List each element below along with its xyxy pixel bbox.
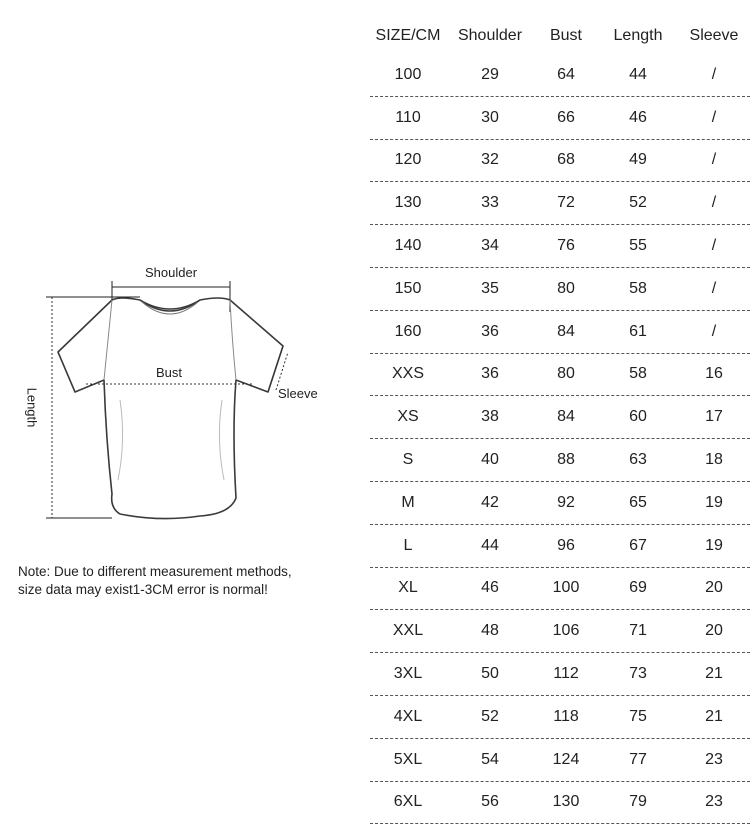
note-line-2: size data may exist1-3CM error is normal! — [18, 582, 268, 597]
table-cell: / — [711, 322, 717, 340]
table-cell: 61 — [629, 322, 647, 340]
table-cell: 80 — [557, 365, 575, 383]
table-cell: 33 — [481, 194, 499, 212]
table-cell: 3XL — [393, 665, 423, 683]
header-sleeve: Sleeve — [689, 27, 739, 44]
table-row — [370, 225, 750, 268]
table-cell: 66 — [557, 108, 575, 126]
table-cell: / — [711, 65, 717, 83]
table-row — [370, 568, 750, 611]
table-cell: 46 — [481, 579, 499, 597]
table-row — [370, 610, 750, 653]
table-cell: 106 — [552, 622, 580, 640]
table-cell: / — [711, 194, 717, 212]
table-cell: 50 — [481, 665, 499, 683]
table-row — [370, 182, 750, 225]
table-cell: 5XL — [393, 750, 423, 768]
size-table — [370, 18, 750, 824]
table-cell: / — [711, 279, 717, 297]
table-cell: XS — [397, 408, 419, 426]
table-cell: 44 — [481, 536, 499, 554]
table-cell: XXL — [392, 622, 424, 640]
table-cell: XXS — [391, 365, 424, 383]
header-length: Length — [613, 27, 663, 44]
table-cell: 88 — [557, 451, 575, 469]
table-cell: / — [711, 237, 717, 255]
table-cell: 112 — [553, 665, 579, 683]
table-cell: 32 — [481, 151, 499, 169]
table-cell: 23 — [705, 793, 723, 811]
shoulder-label: Shoulder — [145, 265, 198, 280]
table-cell: 130 — [394, 194, 422, 212]
table-row — [370, 782, 750, 825]
table-row — [370, 482, 750, 525]
table-cell: 150 — [394, 279, 422, 297]
table-row — [370, 739, 750, 782]
table-cell: 65 — [629, 493, 647, 511]
table-row — [370, 354, 750, 397]
table-cell: 46 — [629, 108, 647, 126]
table-cell: 49 — [629, 151, 647, 169]
table-cell: 48 — [481, 622, 499, 640]
table-cell: / — [711, 108, 717, 126]
table-cell: 79 — [629, 793, 647, 811]
tshirt-diagram — [0, 0, 340, 620]
table-cell: 67 — [629, 536, 647, 554]
table-cell: 92 — [557, 493, 575, 511]
table-cell: 18 — [705, 451, 723, 469]
table-cell: 52 — [481, 707, 499, 725]
table-cell: 76 — [557, 237, 575, 255]
table-row — [370, 439, 750, 482]
table-cell: 44 — [629, 65, 647, 83]
table-row — [370, 97, 750, 140]
table-cell: 52 — [629, 194, 647, 212]
table-cell: 16 — [705, 365, 723, 383]
table-cell: 69 — [629, 579, 647, 597]
table-cell: 58 — [629, 279, 647, 297]
table-row — [370, 54, 750, 97]
table-cell: 56 — [481, 793, 499, 811]
table-cell: 6XL — [393, 793, 423, 811]
table-cell: S — [402, 451, 414, 469]
table-cell: M — [401, 493, 415, 511]
table-row — [370, 268, 750, 311]
table-cell: 72 — [557, 194, 575, 212]
sleeve-label: Sleeve — [278, 386, 318, 401]
table-row — [370, 311, 750, 354]
table-cell: 100 — [552, 579, 580, 597]
note-line-1: Note: Due to different measurement methods, — [18, 564, 292, 579]
measurement-note — [18, 563, 348, 599]
table-cell: 75 — [629, 707, 647, 725]
table-cell: XL — [398, 579, 418, 597]
table-cell: 84 — [557, 322, 575, 340]
tshirt-outline-icon — [0, 0, 340, 620]
table-row — [370, 653, 750, 696]
table-cell: 63 — [629, 451, 647, 469]
table-cell: 34 — [481, 237, 499, 255]
table-row — [370, 140, 750, 183]
table-cell: 19 — [705, 493, 723, 511]
table-cell: 120 — [394, 151, 422, 169]
table-cell: / — [711, 151, 717, 169]
table-cell: 100 — [394, 65, 422, 83]
header-size: SIZE/CM — [375, 27, 441, 44]
table-cell: L — [403, 536, 413, 554]
table-cell: 160 — [394, 322, 422, 340]
table-cell: 80 — [557, 279, 575, 297]
table-cell: 124 — [552, 750, 580, 768]
length-label: Length — [24, 387, 40, 428]
table-cell: 36 — [481, 365, 499, 383]
table-cell: 58 — [629, 365, 647, 383]
table-cell: 77 — [629, 750, 647, 768]
table-row — [370, 525, 750, 568]
table-cell: 35 — [481, 279, 499, 297]
table-cell: 55 — [629, 237, 647, 255]
bust-label: Bust — [156, 365, 183, 380]
table-cell: 118 — [553, 707, 579, 725]
table-cell: 20 — [705, 622, 723, 640]
table-cell: 17 — [705, 408, 723, 426]
table-cell: 36 — [481, 322, 499, 340]
table-cell: 29 — [481, 65, 499, 83]
table-body — [370, 54, 750, 824]
table-header — [370, 18, 750, 54]
table-cell: 23 — [705, 750, 723, 768]
table-cell: 38 — [481, 408, 499, 426]
table-cell: 21 — [705, 665, 723, 683]
table-cell: 60 — [629, 408, 647, 426]
table-cell: 71 — [629, 622, 647, 640]
table-cell: 19 — [705, 536, 723, 554]
table-cell: 68 — [557, 151, 575, 169]
table-cell: 84 — [557, 408, 575, 426]
table-cell: 40 — [481, 451, 499, 469]
table-cell: 130 — [552, 793, 580, 811]
table-cell: 21 — [705, 707, 723, 725]
table-cell: 4XL — [393, 707, 423, 725]
table-cell: 96 — [557, 536, 575, 554]
table-cell: 30 — [481, 108, 499, 126]
table-cell: 54 — [481, 750, 499, 768]
table-cell: 42 — [481, 493, 499, 511]
table-row — [370, 696, 750, 739]
table-cell: 64 — [557, 65, 575, 83]
table-cell: 110 — [395, 108, 421, 126]
header-bust: Bust — [549, 27, 582, 44]
header-shoulder: Shoulder — [457, 27, 523, 44]
table-row — [370, 396, 750, 439]
table-cell: 20 — [705, 579, 723, 597]
table-cell: 140 — [394, 237, 422, 255]
table-cell: 73 — [629, 665, 647, 683]
